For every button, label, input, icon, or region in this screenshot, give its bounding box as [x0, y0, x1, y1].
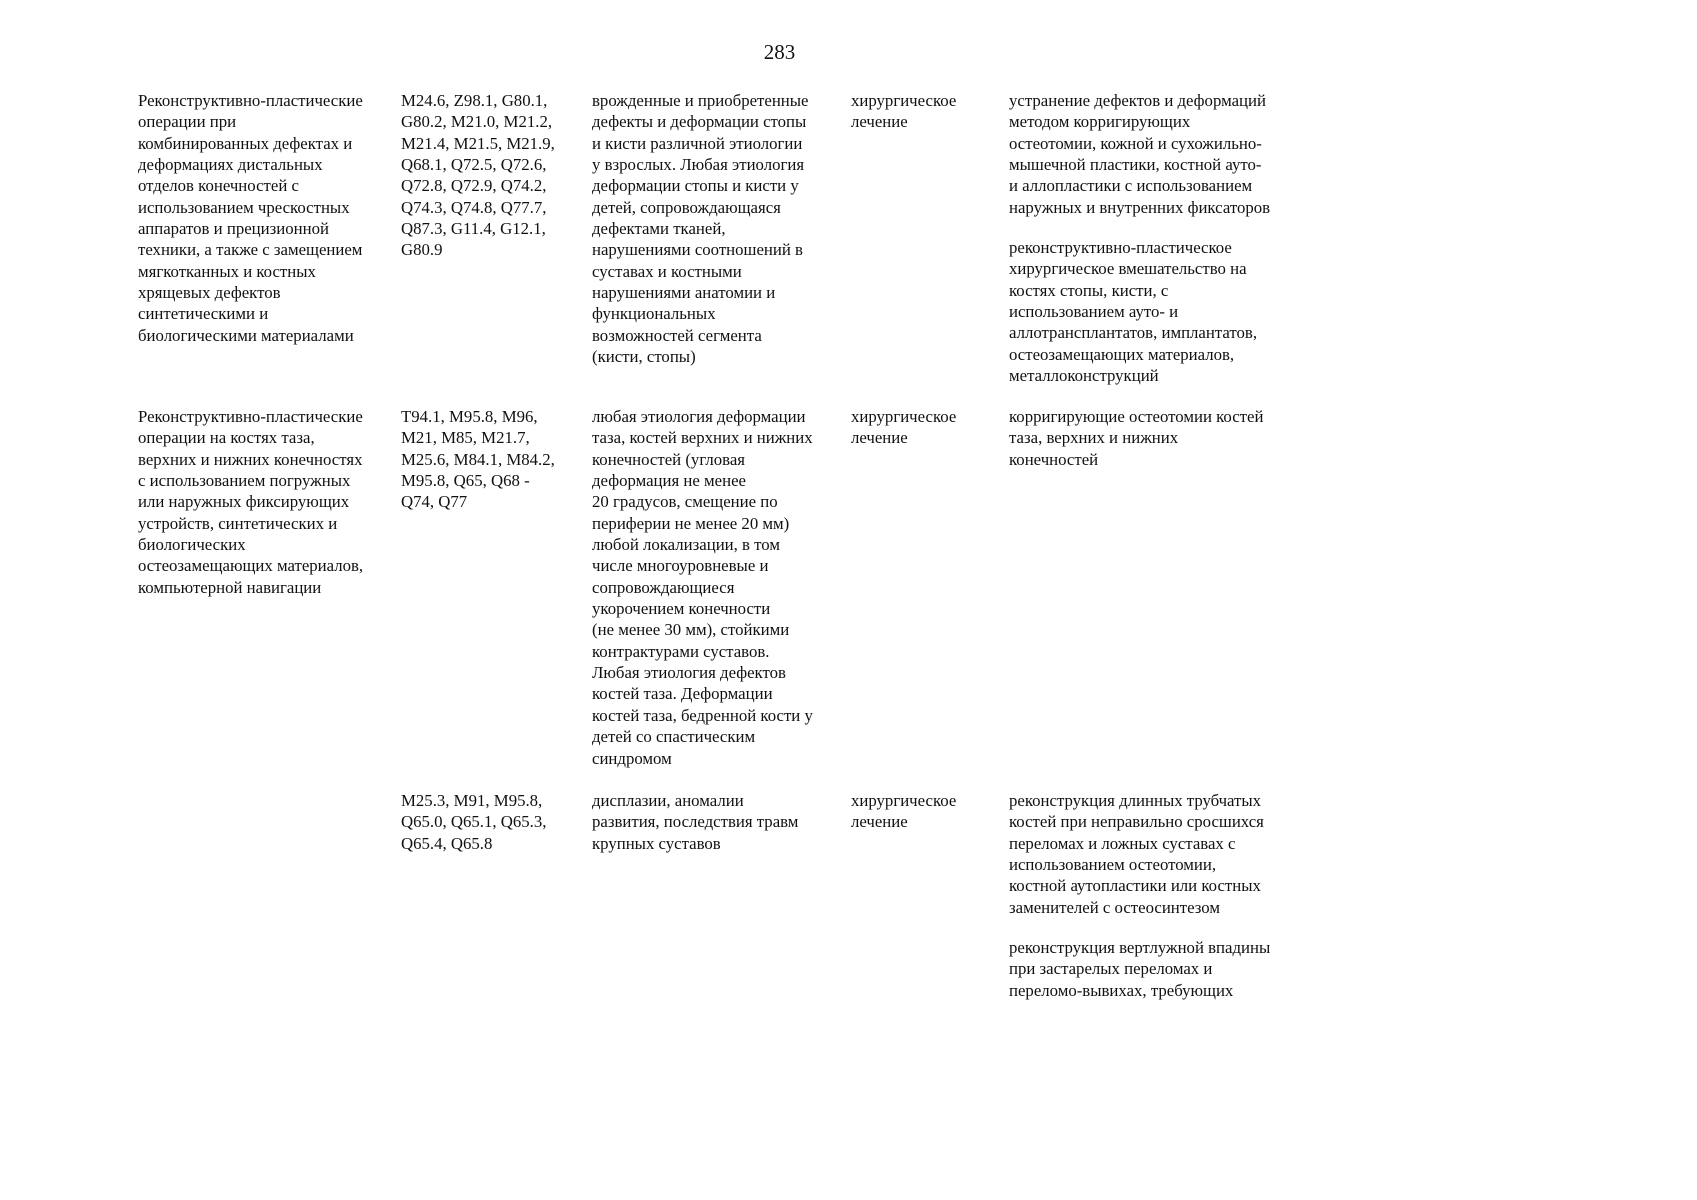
row-2-model: любая этиология деформации таза, костей верхних и нижних конечностей (угловая деформация не менее 20 градусов, смещение по периферии не менее 20 мм) любой локализации, в том числе многоуровневые и сопровождающиеся укорочением конечности (не менее 30 мм), стойкими контрактурами суставов. Любая этиология дефектов костей таза. Деформации костей таза, бедренной кости у детей со спастическим синдромом [592, 407, 813, 768]
row-1-treatment: хирургическое лечение [851, 91, 957, 132]
row-1-name: Реконструктивно-пластические операции при комбинированных дефектах и деформациях дистальных отделов конечностей с использованием чрескостных аппаратов и прецизионной техники, а также с замещением мягкотканных и костных хрящевых дефектов синтетическими и биологическими материалами [138, 91, 363, 345]
row-3-codes: M25.3, M91, M95.8, Q65.0, Q65.1, Q65.3, Q65.4, Q65.8 [401, 791, 547, 853]
row-2-method-1: корригирующие остеотомии костей таза, верхних и нижних конечностей [1009, 407, 1264, 469]
row-2-treatment: хирургическое лечение [851, 407, 957, 448]
row-1-method-1: устранение дефектов и деформаций методом корригирующих остеотомии, кожной и сухожильно- мышечной пластики, костной ауто- и аллопластики с использованием наружных и внутренних фиксаторов [1009, 91, 1271, 217]
row-3-model: дисплазии, аномалии развития, последствия травм крупных суставов [592, 791, 799, 853]
row-1-codes: M24.6, Z98.1, G80.1, G80.2, M21.0, M21.2, M21.4, M21.5, M21.9, Q68.1, Q72.5, Q72.6, Q72.8, Q72.9, Q74.2, Q74.3, Q74.8, Q77.7, Q87.3, G11.4, G12.1, G80.9 [401, 91, 555, 260]
row-2-codes: T94.1, M95.8, M96, M21, M85, M21.7, M25.6, M84.1, M84.2, M95.8, Q65, Q68 - Q74, Q77 [401, 407, 555, 512]
row-3-method-1: реконструкция длинных трубчатых костей при неправильно сросшихся переломах и ложных суставах с использованием остеотомии, костной аутопластики или костных заменителей с остеосинтезом [1009, 791, 1264, 917]
row-1-model: врожденные и приобретенные дефекты и деформации стопы и кисти различной этиологии у взрослых. Любая этиология деформации стопы и кисти у детей, сопровождающаяся дефектами тканей, нарушениями соотношений в суставах и костными нарушениями анатомии и функциональных возможностей сегмента (кисти, стопы) [592, 91, 809, 367]
row-1-method-2: реконструктивно-пластическое хирургическое вмешательство на костях стопы, кисти, с использованием ауто- и аллотрансплантатов, имплантатов, остеозамещающих материалов, металлоконструкций [1009, 238, 1258, 386]
row-3-treatment: хирургическое лечение [851, 791, 957, 832]
row-3-method-2: реконструкция вертлужной впадины при застарелых переломах и переломо-вывихах, требующих [1009, 938, 1271, 1000]
page-number: 283 [763, 40, 796, 64]
row-2-name: Реконструктивно-пластические операции на костях таза, верхних и нижних конечностях с использованием погружных или наружных фиксирующих устройств, синтетических и биологических остеозамещающих материалов, компьютерной навигации [138, 407, 364, 597]
